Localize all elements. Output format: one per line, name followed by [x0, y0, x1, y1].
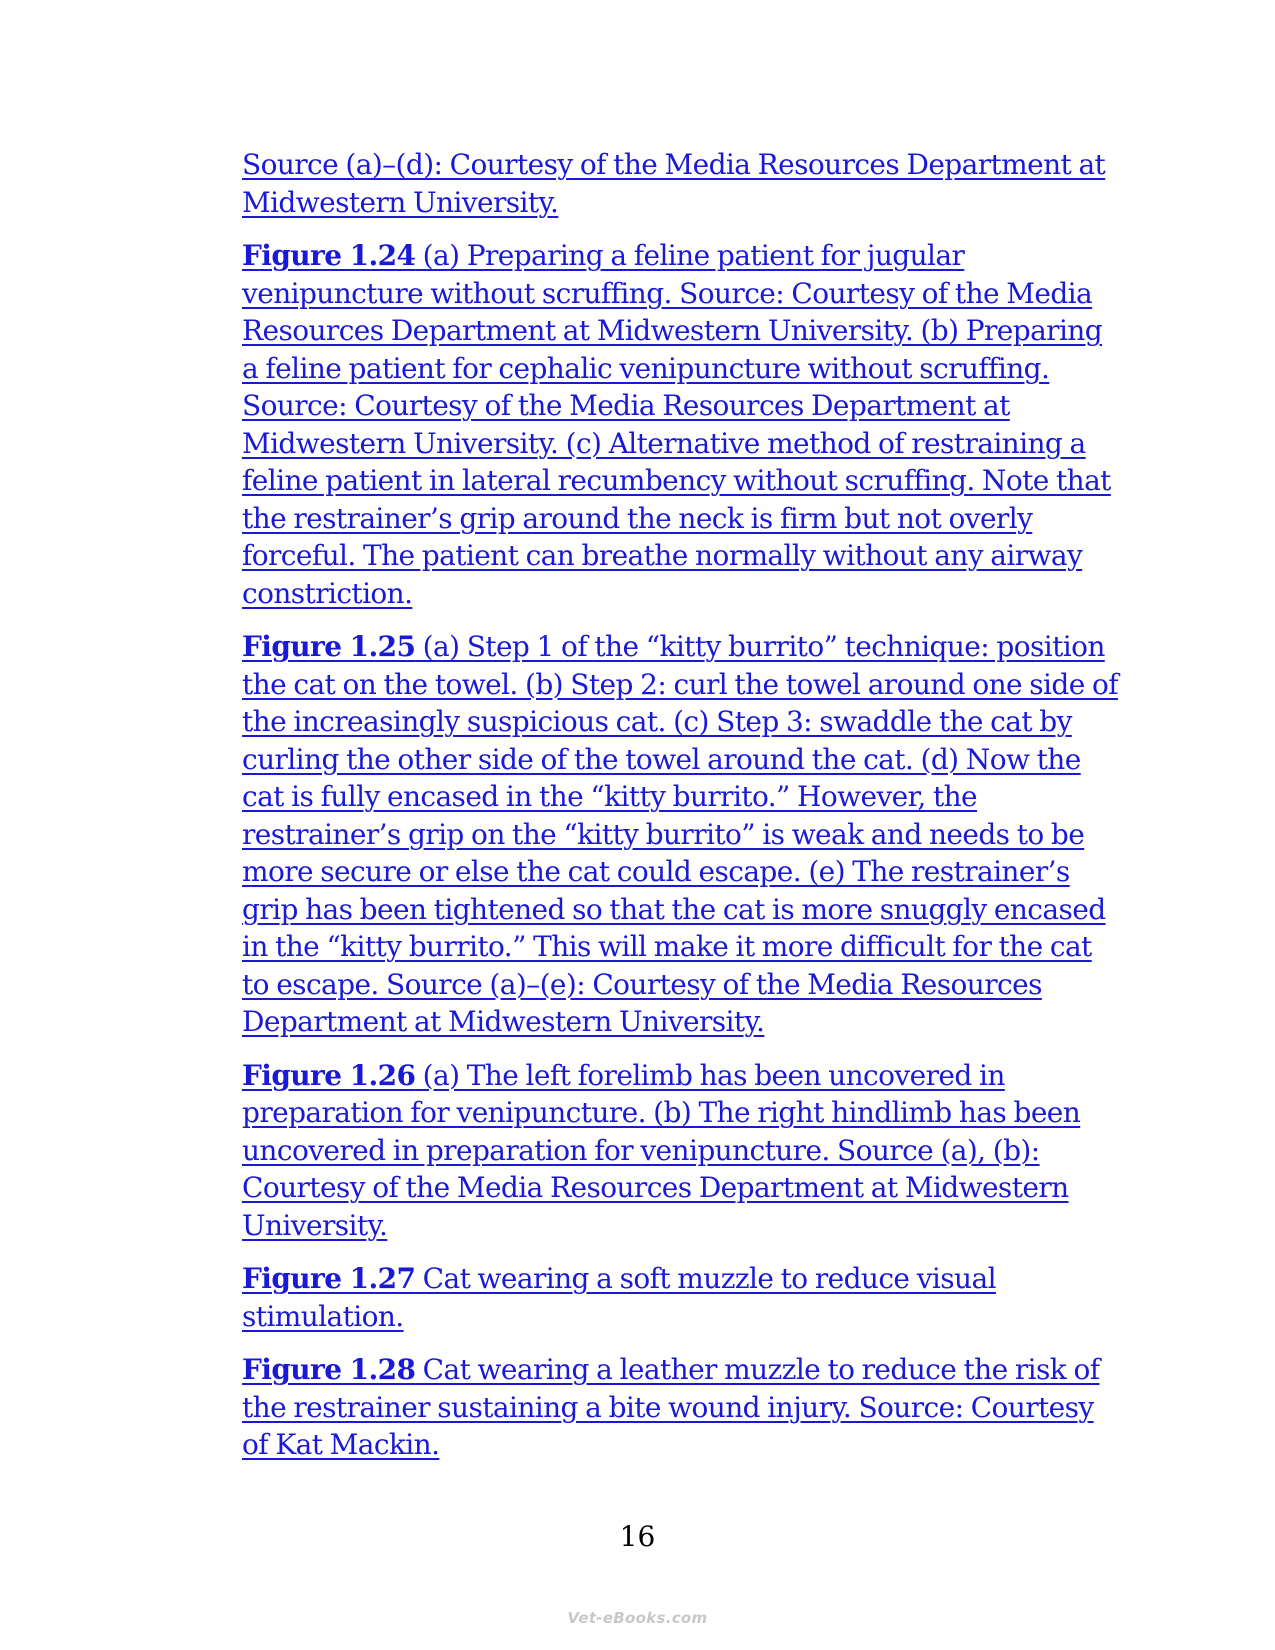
caption-figure-1-25-link[interactable] [242, 628, 1122, 1041]
caption-text: (a) Preparing a feline patient for jugular venipuncture without scruffing. Source: Courtesy of the Media Resources Department at Midwestern University. (b) Preparing a feline patient for cephalic venipuncture without scruffing. Source: Courtesy of the Media Resources Department at Midwestern University. (c) Alternative method of restraining a feline patient in lateral recumbency without scruffing. Note that the restrainer’s grip around the neck is firm but not overly forceful. The patient can breathe normally without any airway constriction. [242, 239, 1111, 610]
figure-label: Figure 1.26 [242, 1058, 416, 1092]
caption-text: Source (a)–(d): Courtesy of the Media Resources Department at Midwestern University. [242, 148, 1106, 219]
caption-figure-1-24-link[interactable] [242, 237, 1122, 612]
caption-text: Cat wearing a soft muzzle to reduce visual stimulation. [242, 1262, 996, 1333]
page-number: 16 [619, 1520, 656, 1553]
figure-label: Figure 1.27 [242, 1262, 416, 1295]
caption-figure-1-28-link[interactable] [242, 1351, 1122, 1464]
caption-source-continuation-link[interactable] [242, 146, 1122, 221]
caption-text: (a) Step 1 of the “kitty burrito” technique: position the cat on the towel. (b) Step 2: curl the towel around one side of the increasingly suspicious cat. (c) Step 3: swaddle the cat by curling the other side of the towel around the cat. (d) Now the cat is fully encased in the “kitty burrito.” However, the restrainer’s grip on the “kitty burrito” is weak and needs to be more secure or else the cat could escape. (e) The restrainer’s grip has been tightened so that the cat is more snuggly encased in the “kitty burrito.” This will make it more difficult for the cat to escape. Source (a)–(e): Courtesy of the Media Resources Department at Midwestern University. [242, 630, 1119, 1038]
caption-text: Cat wearing a leather muzzle to reduce the risk of the restrainer sustaining a bite wound injury. Source: Courtesy of Kat Mackin. [242, 1353, 1100, 1461]
caption-figure-1-26-link[interactable] [242, 1057, 1122, 1245]
figure-label: Figure 1.28 [242, 1353, 416, 1386]
figure-label: Figure 1.25 [242, 630, 416, 663]
caption-text: (a) The left forelimb has been uncovered in preparation for venipuncture. (b) The right hindlimb has been uncovered in preparation for venipuncture. Source (a), (b): Courtesy of the Media Resources Department at Midwestern University. [242, 1058, 1081, 1242]
caption-list [242, 146, 1122, 1480]
caption-figure-1-27-link[interactable] [242, 1260, 1122, 1335]
figure-label: Figure 1.24 [242, 239, 416, 272]
watermark-logo: Vet-eBooks.com [567, 1609, 708, 1627]
